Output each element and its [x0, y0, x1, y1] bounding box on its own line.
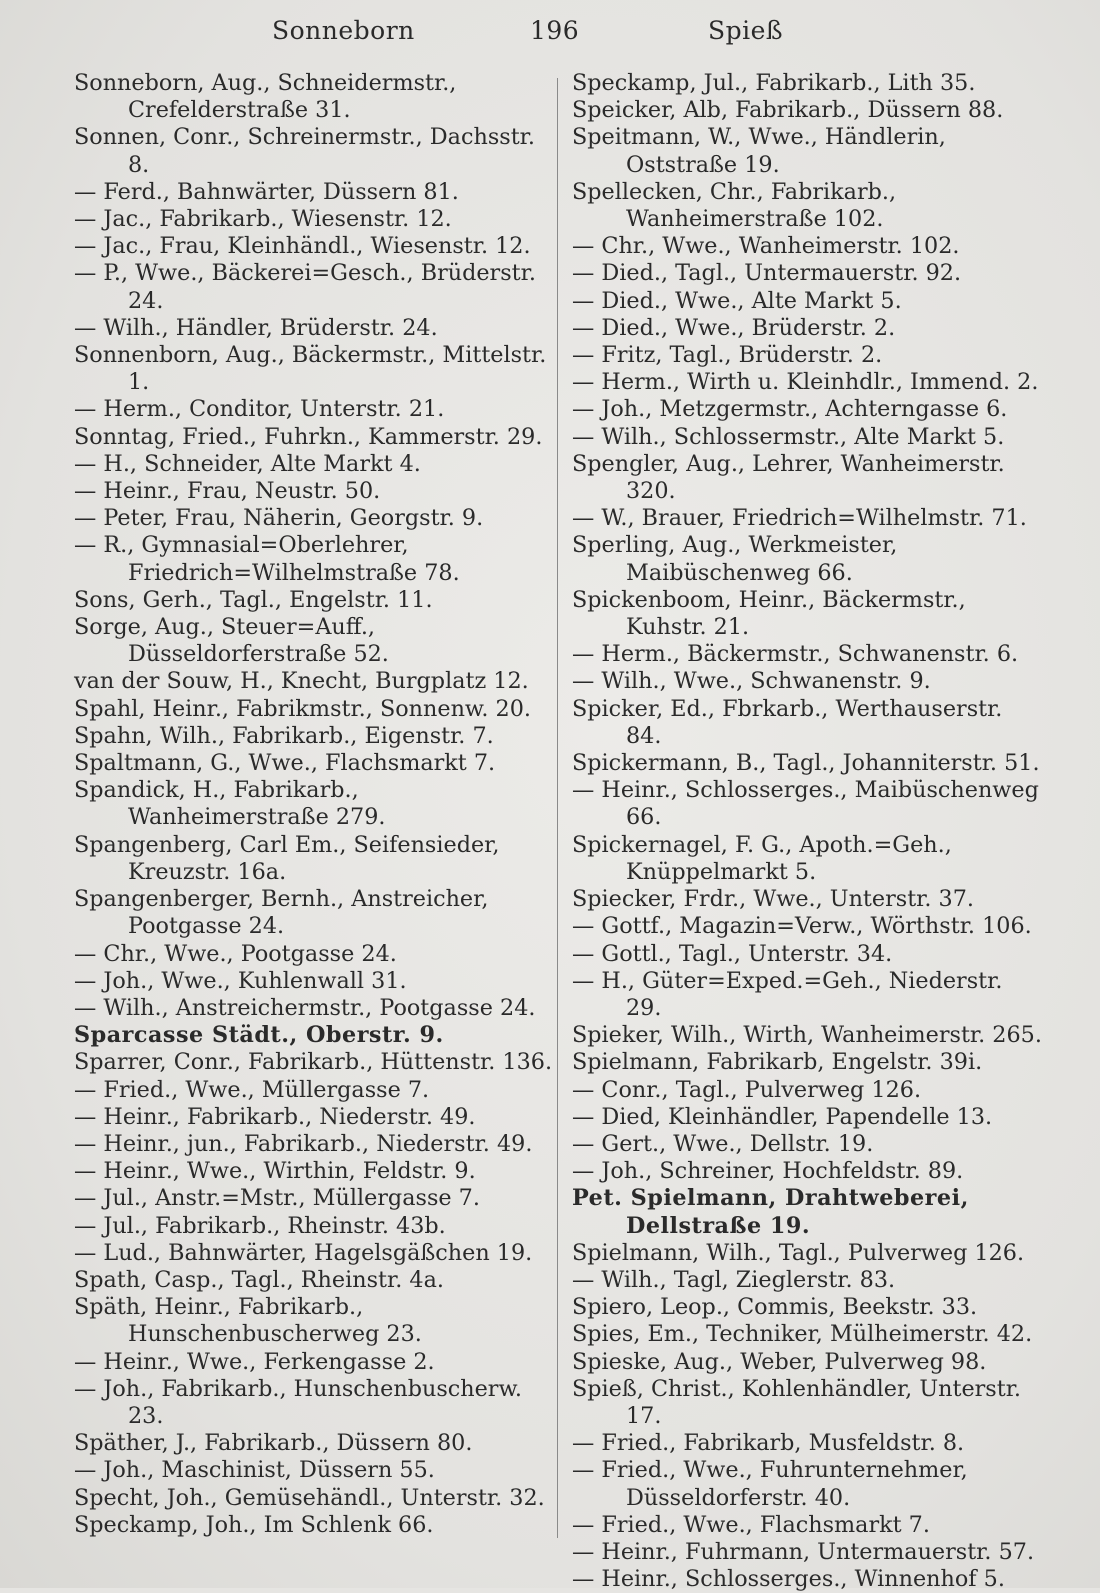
directory-entry: Späth, Heinr., Fabrikarb., Hunschenbuscherweg 23. — [74, 1294, 422, 1348]
directory-entry-highlight: Sparcasse Städt., Oberstr. 9. — [74, 1022, 444, 1049]
directory-entry: — Herm., Conditor, Unterstr. 21. — [74, 396, 445, 423]
directory-entry-highlight: Pet. Spielmann, Drahtweberei, Dellstraße 19. — [572, 1185, 969, 1239]
directory-entry: — Lud., Bahnwärter, Hagelsgäßchen 19. — [74, 1239, 533, 1266]
directory-entry: Sonneborn, Aug., Schneidermstr., Crefelderstraße 31. — [74, 70, 457, 124]
directory-entry: — Heinr., Frau, Neustr. 50. — [74, 478, 381, 505]
directory-entry: Sorge, Aug., Steuer=Auff., Düsseldorferstraße 52. — [74, 614, 389, 668]
directory-entry: — Heinr., Schlosserges., Maibüschenweg 66. — [572, 777, 1039, 831]
directory-entry: Spiecker, Frdr., Wwe., Unterstr. 37. — [572, 886, 974, 913]
directory-entry: van der Souw, H., Knecht, Burgplatz 12. — [74, 668, 529, 695]
directory-entry: Spies, Em., Techniker, Mülheimerstr. 42. — [572, 1321, 1033, 1348]
directory-entry: — Died., Wwe., Alte Markt 5. — [572, 287, 902, 314]
directory-entry: Spielmann, Wilh., Tagl., Pulverweg 126. — [572, 1239, 1025, 1266]
header-right-keyword: Spieß — [708, 16, 784, 45]
directory-entry: Speckamp, Jul., Fabrikarb., Lith 35. — [572, 70, 976, 96]
directory-entry: Spicker, Ed., Fbrkarb., Werthauserstr. 84. — [572, 695, 1003, 749]
directory-entry: — Joh., Schreiner, Hochfeldstr. 89. — [572, 1158, 964, 1185]
directory-entry: — Heinr., Wwe., Wirthin, Feldstr. 9. — [74, 1158, 476, 1185]
directory-entry: Spickenboom, Heinr., Bäckermstr., Kuhstr. 21. — [572, 586, 966, 641]
directory-entry: Spahl, Heinr., Fabrikmstr., Sonnenw. 20. — [74, 695, 531, 722]
directory-entry: — Chr., Wwe., Wanheimerstr. 102. — [572, 233, 960, 260]
directory-entry: — Heinr., Schlosserges., Winnenhof 5. — [572, 1566, 1005, 1593]
directory-entry: Speitmann, W., Wwe., Händlerin, Oststraße 19. — [572, 124, 946, 178]
directory-entry: — Ferd., Bahnwärter, Düssern 81. — [74, 178, 459, 205]
directory-entry: Spellecken, Chr., Fabrikarb., Wanheimerstraße 102. — [572, 178, 897, 233]
directory-entry: — Herm., Bäckermstr., Schwanenstr. 6. — [572, 641, 1019, 668]
directory-entry: Spieß, Christ., Kohlenhändler, Unterstr. 17. — [572, 1375, 1022, 1429]
directory-entry: Sonnenborn, Aug., Bäckermstr., Mittelstr. 1. — [74, 342, 547, 396]
directory-entry: — Conr., Tagl., Pulverweg 126. — [572, 1076, 922, 1103]
directory-entry: Spickermann, B., Tagl., Johanniterstr. 51. — [572, 750, 1040, 777]
directory-entry: — Herm., Wirth u. Kleinhdlr., Immend. 2. — [572, 369, 1039, 396]
directory-entry: Sparrer, Conr., Fabrikarb., Hüttenstr. 136. — [74, 1049, 553, 1076]
directory-entry: Sperling, Aug., Werkmeister, Maibüschenweg 66. — [572, 532, 898, 586]
directory-entry: Spangenberg, Carl Em., Seifensieder, Kreuzstr. 16a. — [74, 831, 500, 885]
directory-entry: — Jul., Anstr.=Mstr., Müllergasse 7. — [74, 1185, 480, 1212]
directory-entry: Spangenberger, Bernh., Anstreicher, Pootgasse 24. — [74, 886, 489, 940]
directory-entry: — Peter, Frau, Näherin, Georgstr. 9. — [74, 505, 484, 532]
directory-entry: — Heinr., Fuhrmann, Untermauerstr. 57. — [572, 1538, 1035, 1565]
directory-entry: — Wilh., Anstreichermstr., Pootgasse 24. — [74, 994, 536, 1021]
directory-entry: — Fried., Wwe., Müllergasse 7. — [74, 1076, 430, 1103]
left-column — [74, 70, 554, 1539]
directory-entry: — Joh., Fabrikarb., Hunschenbuscherw. 23. — [74, 1375, 522, 1429]
directory-entry: — Joh., Maschinist, Düssern 55. — [74, 1457, 435, 1484]
right-column — [572, 70, 1042, 1593]
directory-entry: — Chr., Wwe., Pootgasse 24. — [74, 940, 397, 967]
directory-entry: Spieker, Wilh., Wirth, Wanheimerstr. 265. — [572, 1022, 1042, 1049]
directory-entry: — Gert., Wwe., Dellstr. 19. — [572, 1130, 874, 1157]
directory-entry: Spandick, H., Fabrikarb., Wanheimerstraße 279. — [74, 777, 386, 831]
directory-entry: — Fried., Wwe., Fuhrunternehmer, Düsseldorferstr. 40. — [572, 1457, 968, 1511]
directory-entry: — Heinr., Fabrikarb., Niederstr. 49. — [74, 1103, 476, 1130]
directory-entry: — H., Schneider, Alte Markt 4. — [74, 450, 421, 477]
directory-entry: — Fried., Fabrikarb, Musfeldstr. 8. — [572, 1430, 965, 1457]
directory-entry: — Died., Wwe., Brüderstr. 2. — [572, 314, 896, 341]
directory-entry: — Fried., Wwe., Flachsmarkt 7. — [572, 1511, 930, 1538]
directory-entry: Sonntag, Fried., Fuhrkn., Kammerstr. 29. — [74, 423, 543, 450]
directory-entry: Speicker, Alb, Fabrikarb., Düssern 88. — [572, 97, 1004, 124]
directory-entry: — R., Gymnasial=Oberlehrer, Friedrich=Wilhelmstraße 78. — [74, 532, 460, 586]
header-left-keyword: Sonneborn — [272, 16, 415, 45]
directory-entry: — Died., Tagl., Untermauerstr. 92. — [572, 260, 962, 287]
directory-entry: — Wilh., Tagl, Zieglerstr. 83. — [572, 1266, 896, 1293]
directory-entry: — Heinr., Wwe., Ferkengasse 2. — [74, 1348, 435, 1375]
directory-entry: — Died, Kleinhändler, Papendelle 13. — [572, 1103, 993, 1130]
directory-entry: — Heinr., jun., Fabrikarb., Niederstr. 49. — [74, 1130, 533, 1157]
directory-entry: — Wilh., Wwe., Schwanenstr. 9. — [572, 668, 931, 695]
directory-entry: — P., Wwe., Bäckerei=Gesch., Brüderstr. 24. — [74, 260, 536, 314]
directory-entry: — Joh., Metzgermstr., Achterngasse 6. — [572, 396, 1008, 423]
directory-entry: — Jac., Fabrikarb., Wiesenstr. 12. — [74, 206, 452, 233]
directory-entry: — Wilh., Schlossermstr., Alte Markt 5. — [572, 423, 1005, 450]
directory-entry: Spath, Casp., Tagl., Rheinstr. 4a. — [74, 1266, 444, 1293]
directory-entry: Specht, Joh., Gemüsehändl., Unterstr. 32. — [74, 1484, 545, 1511]
directory-entry: Spickernagel, F. G., Apoth.=Geh., Knüppelmarkt 5. — [572, 831, 952, 885]
directory-entry: Sonnen, Conr., Schreinermstr., Dachsstr. 8. — [74, 124, 535, 178]
directory-entry: Spieske, Aug., Weber, Pulverweg 98. — [572, 1348, 987, 1375]
directory-entry: — Jac., Frau, Kleinhändl., Wiesenstr. 12. — [74, 233, 531, 260]
directory-entry: Spiero, Leop., Commis, Beekstr. 33. — [572, 1294, 978, 1321]
directory-entry: — Jul., Fabrikarb., Rheinstr. 43b. — [74, 1212, 446, 1239]
directory-entry: — Wilh., Händler, Brüderstr. 24. — [74, 314, 438, 341]
directory-entry: Spahn, Wilh., Fabrikarb., Eigenstr. 7. — [74, 722, 494, 749]
directory-entry: — Fritz, Tagl., Brüderstr. 2. — [572, 342, 883, 369]
directory-entry: Sons, Gerh., Tagl., Engelstr. 11. — [74, 586, 433, 613]
column-divider — [557, 78, 558, 1538]
directory-entry: — W., Brauer, Friedrich=Wilhelmstr. 71. — [572, 505, 1027, 532]
directory-entry: — Joh., Wwe., Kuhlenwall 31. — [74, 967, 407, 994]
directory-entry: — H., Güter=Exped.=Geh., Niederstr. 29. — [572, 967, 1003, 1021]
page-number: 196 — [530, 16, 580, 45]
directory-entry: Speckamp, Joh., Im Schlenk 66. — [74, 1511, 434, 1538]
directory-entry: Spaltmann, G., Wwe., Flachsmarkt 7. — [74, 750, 496, 777]
directory-entry: — Gottf., Magazin=Verw., Wörthstr. 106. — [572, 913, 1032, 940]
directory-entry: Spengler, Aug., Lehrer, Wanheimerstr. 320. — [572, 450, 1005, 505]
directory-entry: Späther, J., Fabrikarb., Düssern 80. — [74, 1430, 473, 1457]
directory-entry: — Gottl., Tagl., Unterstr. 34. — [572, 940, 893, 967]
page-header — [0, 8, 1100, 60]
directory-entry: Spielmann, Fabrikarb, Engelstr. 39i. — [572, 1049, 983, 1076]
